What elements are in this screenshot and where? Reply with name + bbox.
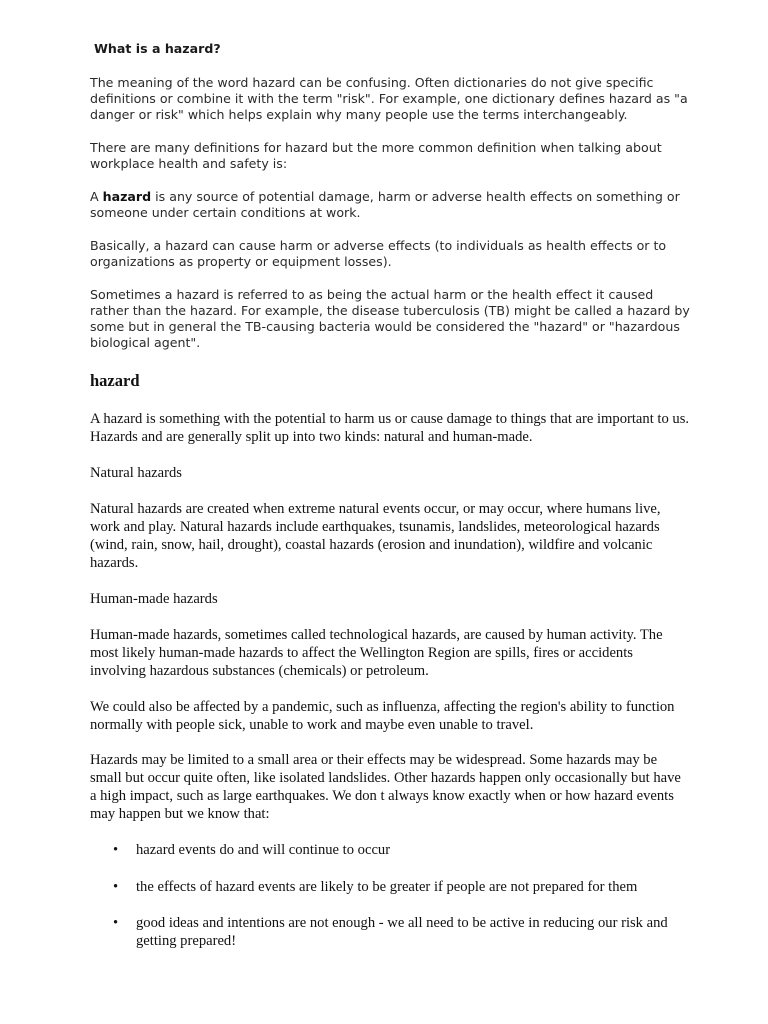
list-item-text: hazard events do and will continue to occur bbox=[136, 842, 391, 858]
paragraph-pandemic: We could also be affected by a pandemic, such as influenza, affecting the region's ability to function normally with people sick, unable to work and maybe even unable to travel. bbox=[90, 699, 675, 733]
paragraph-tb-example: Sometimes a hazard is referred to as being the actual harm or the health effect it caused rather than the hazard. For example, the disease tuberculosis (TB) might be called a hazard by some but in general the TB-causing bacteria would be considered the "hazard" or "hazardous biological agent". bbox=[90, 287, 690, 350]
definition-prefix: A bbox=[90, 189, 103, 204]
subheading-human-made-hazards: Human-made hazards bbox=[90, 591, 218, 607]
paragraph-hazard-overview: A hazard is something with the potential to harm us or cause damage to things that are important to us. Hazards and are generally split up into two kinds: natural and human-made. bbox=[90, 411, 690, 445]
paragraph-harm-effects: Basically, a hazard can cause harm or adverse effects (to individuals as health effects or to organizations as property or equipment losses). bbox=[90, 238, 667, 269]
paragraph-human-made-hazards: Human-made hazards, sometimes called technological hazards, are caused by human activity. The most likely human-made hazards to affect the Wellington Region are spills, fires or accidents involving hazardous substances (chemicals) or petroleum. bbox=[90, 627, 663, 679]
bullet-icon: • bbox=[113, 879, 119, 895]
paragraph-definitions-intro: There are many definitions for hazard but the more common definition when talking about workplace health and safety is: bbox=[90, 140, 662, 171]
subheading-natural-hazards: Natural hazards bbox=[90, 465, 182, 481]
definition-term: hazard bbox=[102, 189, 152, 204]
paragraph-natural-hazards: Natural hazards are created when extreme natural events occur, or may occur, where humans live, work and play. Natural hazards include earthquakes, tsunamis, landslides, meteorological hazards (wind, rain, snow, hail, drought), coastal hazards (erosion and inundation), wildfire and volcanic hazards. bbox=[90, 501, 661, 571]
section-title-hazard: hazard bbox=[90, 371, 140, 390]
paragraph-meaning-of-hazard: The meaning of the word hazard can be confusing. Often dictionaries do not give specific definitions or combine it with the term "risk". For example, one dictionary defines hazard as "a danger or risk" which helps explain why many people use the terms interchangeably. bbox=[90, 75, 688, 122]
list-item-text: the effects of hazard events are likely to be greater if people are not prepared for them bbox=[136, 879, 638, 895]
list-item-text: good ideas and intentions are not enough - we all need to be active in reducing our risk and getting prepared! bbox=[136, 915, 668, 949]
bullet-icon: • bbox=[113, 842, 119, 858]
paragraph-hazard-definition bbox=[90, 189, 690, 221]
paragraph-hazard-extent: Hazards may be limited to a small area or their effects may be widespread. Some hazards may be small but occur quite often, like isolated landslides. Other hazards happen only occasionally but have a high impact, such as large earthquakes. We don t always know exactly when or how hazard events may happen but we know that: bbox=[90, 752, 681, 822]
section-title-what-is-a-hazard: What is a hazard? bbox=[94, 41, 221, 56]
bullet-icon: • bbox=[113, 915, 119, 931]
definition-body: is any source of potential damage, harm or adverse health effects on something or someone under certain conditions at work. bbox=[90, 189, 680, 220]
